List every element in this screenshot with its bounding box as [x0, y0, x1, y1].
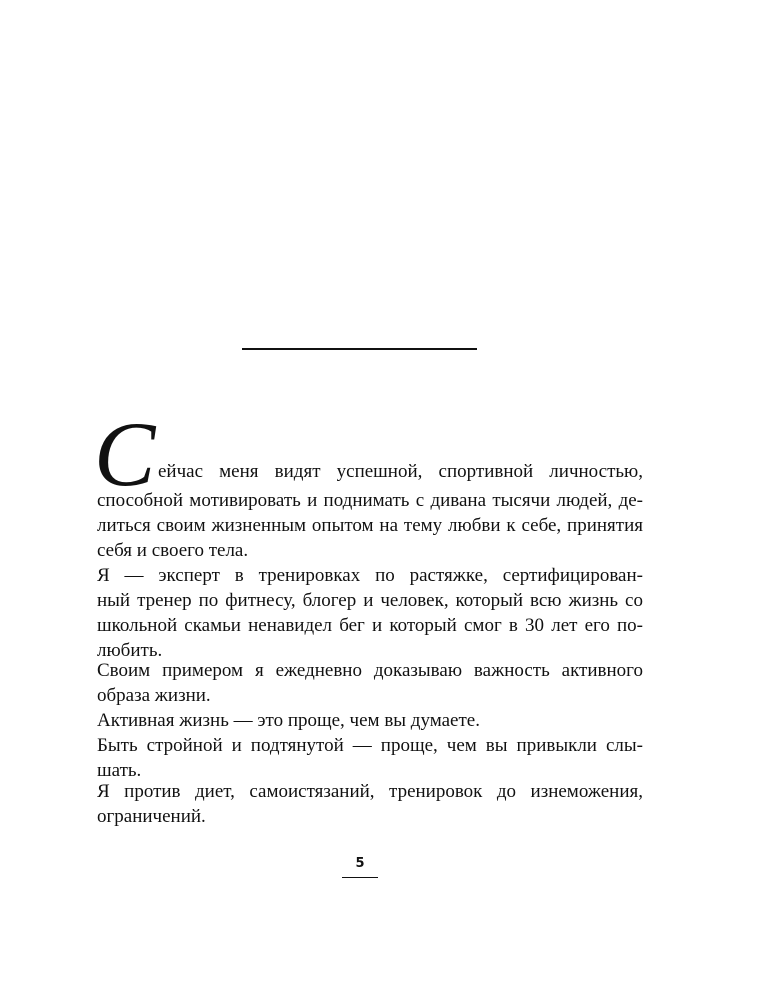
page-number-rule	[342, 877, 378, 878]
text-line: Своим примером я ежедневно доказываю важность активного	[97, 660, 643, 681]
text-line: способной мотивировать и поднимать с дивана тысячи людей, де-	[97, 490, 643, 511]
text-line: ограничений.	[97, 806, 206, 827]
text-line: Активная жизнь — это проще, чем вы думаете.	[97, 710, 480, 731]
text-line: шать.	[97, 760, 142, 781]
text-line: образа жизни.	[97, 685, 211, 706]
page-number: 5	[355, 856, 365, 871]
text-line: себя и своего тела.	[97, 540, 249, 561]
text-line: любить.	[97, 640, 163, 661]
text-line: Я против диет, самоистязаний, тренировок до изнеможения,	[97, 781, 643, 802]
text-line: Быть стройной и подтянутой — проще, чем вы привыкли слы-	[97, 735, 643, 756]
top-divider	[242, 348, 477, 350]
drop-cap: С	[94, 403, 156, 505]
text-line: Я — эксперт в тренировках по растяжке, сертифицирован-	[97, 565, 643, 586]
text-line: литься своим жизненным опытом на тему любви к себе, принятия	[97, 515, 643, 536]
text-line: школьной скамьи ненавидел бег и который смог в 30 лет его по-	[97, 615, 643, 636]
first-line: ейчас меня видят успешной, спортивной личностью,	[158, 461, 643, 482]
text-line: ный тренер по фитнесу, блогер и человек, который всю жизнь со	[97, 590, 643, 611]
